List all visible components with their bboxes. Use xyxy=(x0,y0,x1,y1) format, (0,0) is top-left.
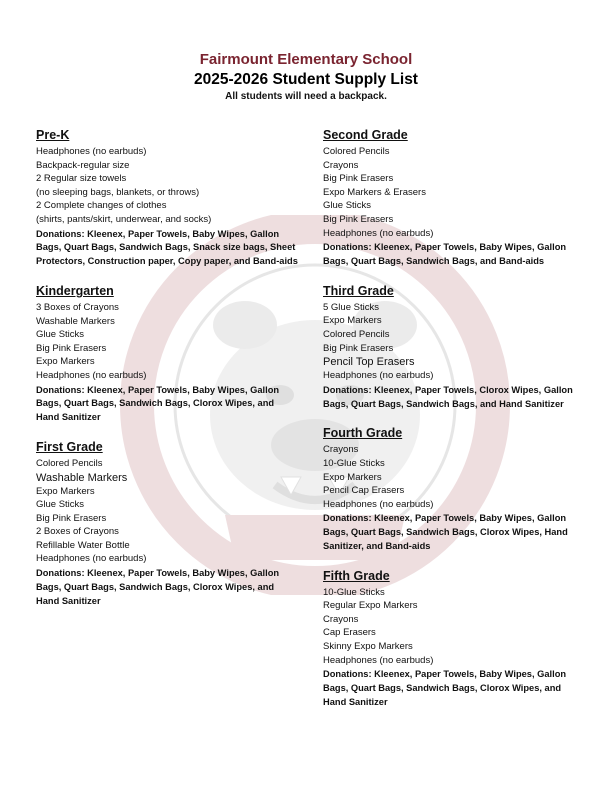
list-item: 2 Complete changes of clothes xyxy=(36,200,167,212)
list-item: Big Pink Erasers xyxy=(36,512,107,524)
backpack-note: All students will need a backpack. xyxy=(225,91,387,102)
list-item: Headphones (no earbuds) xyxy=(36,553,147,565)
supply-list xyxy=(323,443,585,511)
right-column xyxy=(323,127,585,724)
list-item: Big Pink Erasers xyxy=(36,342,107,354)
list-item: Headphones (no earbuds) xyxy=(323,654,434,666)
list-item: Glue Sticks xyxy=(36,329,85,341)
donations-text: Donations: Kleenex, Paper Towels, Clorox Wipes, Gallon Bags, Quart Bags, Sandwich Bags, and Hand Sanitizer xyxy=(323,384,573,409)
supply-list xyxy=(323,301,585,383)
donations-text: Donations: Kleenex, Paper Towels, Baby Wipes, Gallon Bags, Quart Bags, Sandwich Bags, Clorox Wipes, and Hand Sanitizer xyxy=(36,384,280,423)
donations-text: Donations: Kleenex, Paper Towels, Baby Wipes, Gallon Bags, Quart Bags, Sandwich Bags, Snack size bags, Sheet Protectors, Construction paper, Copy paper, and Band-aids xyxy=(36,228,298,267)
grade-heading: Third Grade xyxy=(323,283,394,298)
grade-section-pre-k xyxy=(36,127,298,269)
grade-section-first-grade xyxy=(36,439,298,609)
grade-heading: Second Grade xyxy=(323,128,408,142)
list-item: Colored Pencils xyxy=(323,146,390,157)
list-item: 10-Glue Sticks xyxy=(323,586,385,598)
list-item: Big Pink Erasers xyxy=(323,213,394,225)
list-item: Expo Markers xyxy=(36,485,95,497)
list-item: Big Pink Erasers xyxy=(323,342,394,354)
list-item: Headphones (no earbuds) xyxy=(36,146,147,157)
grade-heading: Kindergarten xyxy=(36,283,114,298)
grade-heading: First Grade xyxy=(36,439,103,454)
grade-heading: Pre-K xyxy=(36,128,70,142)
list-item: Washable Markers xyxy=(36,315,115,327)
list-item: Headphones (no earbuds) xyxy=(323,498,434,510)
grade-heading: Fifth Grade xyxy=(323,568,390,583)
grade-section-second-grade xyxy=(323,127,585,269)
supply-list xyxy=(323,586,585,668)
list-item: Glue Sticks xyxy=(323,200,372,212)
donations-text: Donations: Kleenex, Paper Towels, Baby Wipes, Gallon Bags, Quart Bags, Sandwich Bags, Clorox Wipes, and Hand Sanitizer xyxy=(323,669,567,707)
list-item: Headphones (no earbuds) xyxy=(323,370,434,382)
grade-heading: Fourth Grade xyxy=(323,426,403,441)
list-item: Colored Pencils xyxy=(323,328,390,340)
list-item: Expo Markers & Erasers xyxy=(323,186,426,198)
list-item: Crayons xyxy=(323,444,359,456)
left-column xyxy=(36,127,298,622)
list-item: Refillable Water Bottle xyxy=(36,539,130,551)
list-item: Colored Pencils xyxy=(36,457,103,469)
donations-text: Donations: Kleenex, Paper Towels, Baby Wipes, Gallon Bags, Quart Bags, Sandwich Bags, and Band-aids xyxy=(323,242,567,266)
list-item: Crayons xyxy=(323,159,359,171)
grade-section-kindergarten xyxy=(36,283,298,425)
grade-section-fourth-grade xyxy=(323,425,585,553)
list-item: Glue Sticks xyxy=(36,499,85,511)
supply-list xyxy=(36,145,298,227)
list-item: Backpack-regular size xyxy=(36,159,130,171)
list-item: 2 Regular size towels xyxy=(36,173,127,185)
list-item: Expo Markers xyxy=(323,315,382,327)
list-item: 10-Glue Sticks xyxy=(323,457,385,469)
list-item: Washable Markers xyxy=(36,471,128,484)
list-item: Pencil Cap Erasers xyxy=(323,485,405,497)
list-item: Cap Erasers xyxy=(323,627,376,639)
list-item: Headphones (no earbuds) xyxy=(323,227,434,239)
page-title: 2025-2026 Student Supply List xyxy=(194,71,418,88)
list-item: Pencil Top Erasers xyxy=(323,356,415,369)
list-item: 3 Boxes of Crayons xyxy=(36,301,119,313)
list-item: (no sleeping bags, blankets, or throws) xyxy=(36,186,200,198)
supply-list xyxy=(36,301,298,383)
list-item: Regular Expo Markers xyxy=(323,600,418,612)
donations-text: Donations: Kleenex, Paper Towels, Baby Wipes, Gallon Bags, Quart Bags, Sandwich Bags, Clorox Wipes, and Hand Sanitizer xyxy=(36,568,280,606)
list-item: Headphones (no earbuds) xyxy=(36,369,147,381)
supply-list xyxy=(323,145,585,240)
list-item: (shirts, pants/skirt, underwear, and socks) xyxy=(36,213,212,225)
grade-section-third-grade xyxy=(323,283,585,412)
list-item: Expo Markers xyxy=(323,471,382,483)
school-name: Fairmount Elementary School xyxy=(199,51,413,68)
list-item: Expo Markers xyxy=(36,356,95,368)
list-item: 5 Glue Sticks xyxy=(323,301,379,313)
document-header xyxy=(0,50,612,104)
list-item: Skinny Expo Markers xyxy=(323,641,413,653)
supply-list xyxy=(36,457,298,566)
list-item: Crayons xyxy=(323,613,359,625)
grade-section-fifth-grade xyxy=(323,568,585,710)
list-item: Big Pink Erasers xyxy=(323,173,394,185)
list-item: 2 Boxes of Crayons xyxy=(36,526,119,538)
donations-text: Donations: Kleenex, Paper Towels, Baby Wipes, Gallon Bags, Quart Bags, Sandwich Bags, Clorox Wipes, Hand Sanitizer, and Band-aids xyxy=(323,513,568,551)
